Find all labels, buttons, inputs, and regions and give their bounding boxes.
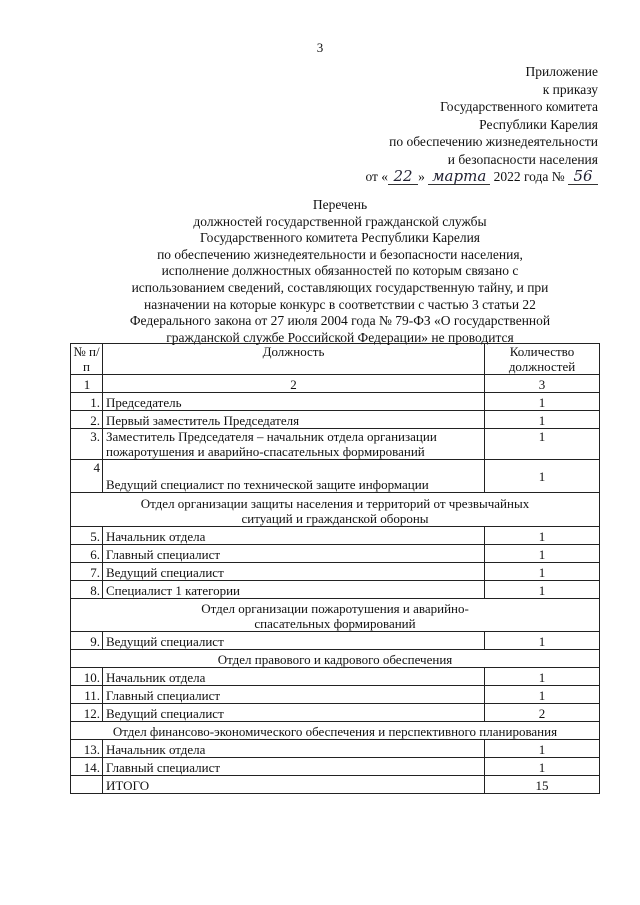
row-position: Начальник отдела xyxy=(103,527,485,545)
document-title xyxy=(80,197,600,346)
title-line: использованием сведений, составляющих государственную тайну, и при xyxy=(131,279,549,295)
order-date-line xyxy=(268,168,598,186)
row-number: 2. xyxy=(71,411,103,429)
row-count: 1 xyxy=(485,740,600,758)
header-position: Должность xyxy=(103,344,485,375)
row-number: 11. xyxy=(71,686,103,704)
row-number: 4 xyxy=(71,460,103,493)
table-row xyxy=(71,740,600,758)
row-count: 1 xyxy=(485,563,600,581)
row-count: 1 xyxy=(485,460,600,493)
row-position: Ведущий специалист xyxy=(103,563,485,581)
table-row xyxy=(71,411,600,429)
title-line: исполнение должностных обязанностей по которым связано с xyxy=(161,263,519,279)
table-row xyxy=(71,686,600,704)
table-row xyxy=(71,632,600,650)
handwritten-month: марта xyxy=(428,169,490,185)
row-count: 1 xyxy=(485,581,600,599)
row-count: 1 xyxy=(485,668,600,686)
row-number: 5. xyxy=(71,527,103,545)
row-position: Ведущий специалист по технической защите информации xyxy=(103,460,485,493)
row-count: 1 xyxy=(485,686,600,704)
row-position: Главный специалист xyxy=(103,686,485,704)
row-count: 1 xyxy=(485,758,600,776)
date-prefix: от « xyxy=(365,169,389,184)
row-count: 1 xyxy=(485,527,600,545)
year-text: 2022 года № xyxy=(493,169,565,184)
section-row xyxy=(71,722,600,740)
appendix-line: Приложение xyxy=(525,64,598,79)
title-line: назначении на которые конкурс в соответствии с частью 3 статьи 22 xyxy=(144,296,536,312)
section-title: Отдел организации защиты населения и территорий от чрезвычайных ситуаций и гражданской обороны xyxy=(71,493,600,527)
row-number: 13. xyxy=(71,740,103,758)
date-close: » xyxy=(418,169,425,184)
row-number: 9. xyxy=(71,632,103,650)
column-number: 3 xyxy=(485,375,600,393)
row-count: 1 xyxy=(485,393,600,411)
row-number: 7. xyxy=(71,563,103,581)
row-number: 8. xyxy=(71,581,103,599)
table-row xyxy=(71,429,600,460)
appendix-line: к приказу xyxy=(542,81,598,97)
page-number: 3 xyxy=(316,40,324,55)
total-count: 15 xyxy=(485,776,600,794)
header-num: № п/п xyxy=(71,344,103,375)
table-row xyxy=(71,460,600,493)
column-number: 1 xyxy=(71,375,103,393)
table-row xyxy=(71,668,600,686)
table-header-row xyxy=(71,344,600,375)
row-count: 1 xyxy=(485,545,600,563)
row-number: 6. xyxy=(71,545,103,563)
row-number: 3. xyxy=(71,429,103,460)
table-row xyxy=(71,527,600,545)
appendix-line: Государственного комитета xyxy=(440,99,598,114)
table-row xyxy=(71,545,600,563)
section-title: Отдел организации пожаротушения и аварийно-спасательных формирований xyxy=(71,599,600,632)
row-position: Начальник отдела xyxy=(103,740,485,758)
column-number-row xyxy=(71,375,600,393)
title-line: Государственного комитета Республики Карелия xyxy=(199,230,481,246)
total-num-cell xyxy=(71,776,103,794)
handwritten-order-number: 56 xyxy=(568,169,598,185)
table-row xyxy=(71,758,600,776)
handwritten-day: 22 xyxy=(388,169,418,185)
table-row xyxy=(71,393,600,411)
section-row xyxy=(71,599,600,632)
total-label: ИТОГО xyxy=(103,776,485,794)
title-line: Перечень xyxy=(312,197,368,212)
title-line: по обеспечению жизнедеятельности и безопасности населения, xyxy=(157,246,523,262)
total-row xyxy=(71,776,600,794)
title-line: Федерального закона от 27 июля 2004 года № 79-ФЗ «О государственной xyxy=(129,313,551,329)
row-position: Заместитель Председателя – начальник отдела организации пожаротушения и аварийно-спасательных формирований xyxy=(103,429,485,460)
table-row xyxy=(71,581,600,599)
section-title: Отдел правового и кадрового обеспечения xyxy=(71,650,600,668)
row-position: Главный специалист xyxy=(103,545,485,563)
appendix-line: и безопасности населения xyxy=(447,151,598,167)
table-row xyxy=(71,704,600,722)
row-position: Главный специалист xyxy=(103,758,485,776)
row-position: Ведущий специалист xyxy=(103,632,485,650)
row-position: Начальник отдела xyxy=(103,668,485,686)
row-number: 12. xyxy=(71,704,103,722)
row-count: 2 xyxy=(485,704,600,722)
row-number: 1. xyxy=(71,393,103,411)
positions-table xyxy=(70,343,600,794)
row-count: 1 xyxy=(485,429,600,460)
table-row xyxy=(71,563,600,581)
title-line: должностей государственной гражданской службы xyxy=(193,213,487,229)
header-count: Количество должностей xyxy=(485,344,600,375)
row-number: 14. xyxy=(71,758,103,776)
section-row xyxy=(71,650,600,668)
title-line: гражданской службе Российской Федерации» не проводится xyxy=(166,329,514,345)
row-number: 10. xyxy=(71,668,103,686)
row-position: Первый заместитель Председателя xyxy=(103,411,485,429)
section-row xyxy=(71,493,600,527)
row-count: 1 xyxy=(485,632,600,650)
appendix-header xyxy=(268,63,598,186)
appendix-line: по обеспечению жизнедеятельности xyxy=(389,134,598,149)
row-position: Председатель xyxy=(103,393,485,411)
row-count: 1 xyxy=(485,411,600,429)
appendix-line: Республики Карелия xyxy=(479,116,598,132)
row-position: Ведущий специалист xyxy=(103,704,485,722)
column-number: 2 xyxy=(103,375,485,393)
section-title: Отдел финансово-экономического обеспечения и перспективного планирования xyxy=(71,722,600,740)
row-position: Специалист 1 категории xyxy=(103,581,485,599)
